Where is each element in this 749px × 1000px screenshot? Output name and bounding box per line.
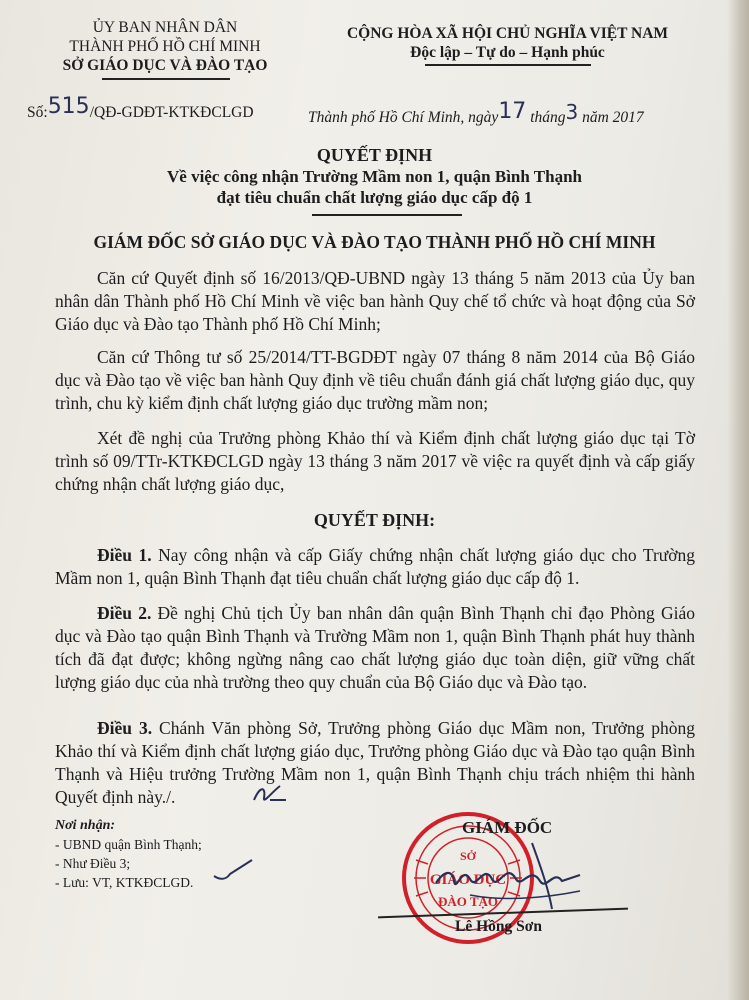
stamp-text-3: ĐÀO TẠO bbox=[437, 894, 499, 909]
preamble-paragraph-1: Căn cứ Quyết định số 16/2013/QĐ-UBND ngày 13 tháng 5 năm 2013 của Ủy ban nhân dân Thành phố Hồ Chí Minh về việc ban hành Quy chế tổ chức và hoạt động của Sở Giáo dục và Đào tạo Thành phố Hồ Chí Minh; bbox=[55, 268, 695, 334]
preamble-paragraph-2: Căn cứ Thông tư số 25/2014/TT-BGDĐT ngày 07 tháng 8 năm 2014 của Bộ Giáo dục và Đào tạo về việc ban hành Quy định về tiêu chuẩn đánh giá chất lượng giáo dục, quy trình, chu kỳ kiểm định chất lượng giáo dục trường mầm non; bbox=[55, 347, 695, 413]
subject-underline bbox=[312, 214, 462, 216]
motto-underline bbox=[425, 64, 591, 66]
handwritten-signature bbox=[430, 835, 630, 915]
date-part-3: năm 2017 bbox=[582, 109, 644, 126]
recipient-item: - UBND quận Bình Thạnh; bbox=[55, 837, 202, 852]
nation-title: CỘNG HÒA XÃ HỘI CHỦ NGHĨA VIỆT NAM bbox=[346, 25, 669, 42]
nation-motto: Độc lập – Tự do – Hạnh phúc bbox=[410, 44, 605, 61]
decision-heading: QUYẾT ĐỊNH: bbox=[313, 510, 436, 530]
stamp-text-2: GIÁO DỤC bbox=[429, 872, 507, 888]
org-line-1: ỦY BAN NHÂN DÂN bbox=[92, 19, 238, 36]
doc-number-handwritten: 515 bbox=[47, 94, 90, 119]
decision-title: QUYẾT ĐỊNH bbox=[316, 145, 433, 165]
subject-line-1: Về việc công nhận Trường Mầm non 1, quận Bình Thạnh bbox=[167, 167, 582, 186]
org-underline bbox=[102, 78, 230, 80]
signature-title: GIÁM ĐỐC bbox=[462, 818, 553, 837]
article-1-text: Nay công nhận và cấp Giấy chứng nhận chất lượng giáo dục cho Trường Mầm non 1, quận Bình Thạnh đạt tiêu chuẩn chất lượng giáo dục cấp độ 1. bbox=[55, 545, 696, 588]
authority-heading: GIÁM ĐỐC SỞ GIÁO DỤC VÀ ĐÀO TẠO THÀNH PHỐ HỒ CHÍ MINH bbox=[93, 232, 656, 252]
doc-number-prefix: Số: bbox=[27, 104, 48, 121]
article-3-label: Điều 3. bbox=[97, 718, 153, 738]
stamp-text-1: SỞ bbox=[459, 849, 477, 863]
subject-line-2: đạt tiêu chuẩn chất lượng giáo dục cấp độ 1 bbox=[216, 188, 533, 207]
org-line-3: SỞ GIÁO DỤC VÀ ĐÀO TẠO bbox=[62, 57, 268, 74]
header-left bbox=[40, 18, 290, 75]
date-part-1: Thành phố Hồ Chí Minh, ngày bbox=[308, 109, 499, 126]
date-line bbox=[308, 99, 644, 128]
article-2-text: Đề nghị Chủ tịch Ủy ban nhân dân quận Bình Thạnh chỉ đạo Phòng Giáo dục và Đào tạo quận Bình Thạnh và Trường Mầm non 1, quận Bình Thạnh phát huy thành tích đã đạt được; không ngừng nâng cao chất lượng giáo dục toàn diện, giữ vững chất lượng giáo dục của nhà trường theo quy chuẩn của Bộ Giáo dục và Đào tạo. bbox=[55, 603, 695, 692]
article-1-label: Điều 1. bbox=[97, 545, 152, 565]
article-1 bbox=[55, 544, 695, 590]
date-part-2: tháng bbox=[530, 109, 566, 126]
recipient-item: - Như Điều 3; bbox=[55, 856, 131, 871]
article-2 bbox=[55, 602, 695, 694]
date-day-handwritten: 17 bbox=[498, 99, 527, 124]
org-line-2: THÀNH PHỐ HỒ CHÍ MINH bbox=[69, 38, 261, 55]
doc-number-suffix: /QĐ-GDĐT-KTKĐCLGD bbox=[89, 104, 254, 121]
recipients-block bbox=[55, 816, 202, 892]
preamble-paragraph-3: Xét đề nghị của Trưởng phòng Khảo thí và Kiểm định chất lượng giáo dục tại Tờ trình số 09/TTr-KTKĐCLGD ngày 13 tháng 3 năm 2017 về việc ra quyết định và cấp giấy chứng nhận chất lượng giáo dục, bbox=[55, 428, 695, 494]
article-3-text: Chánh Văn phòng Sở, Trưởng phòng Giáo dục Mầm non, Trưởng phòng Khảo thí và Kiểm định chất lượng giáo dục, Trưởng phòng Giáo dục và Đào tạo quận Bình Thạnh và Hiệu trưởng Trường Mầm non 1, quận Bình Thạnh chịu trách nhiệm thi hành Quyết định này./. bbox=[55, 718, 696, 807]
doc-number bbox=[27, 94, 254, 123]
recipients-heading: Nơi nhận: bbox=[55, 818, 116, 833]
date-month-handwritten: 3 bbox=[565, 100, 579, 124]
signer-name: Lê Hồng Sơn bbox=[455, 918, 542, 935]
recipient-item: - Lưu: VT, KTKĐCLGD. bbox=[55, 875, 194, 890]
handwritten-tick-mark bbox=[210, 856, 256, 886]
article-2-label: Điều 2. bbox=[97, 603, 152, 623]
article-3 bbox=[55, 717, 695, 809]
header-right bbox=[305, 24, 710, 62]
handwritten-initial-mark bbox=[250, 782, 290, 806]
